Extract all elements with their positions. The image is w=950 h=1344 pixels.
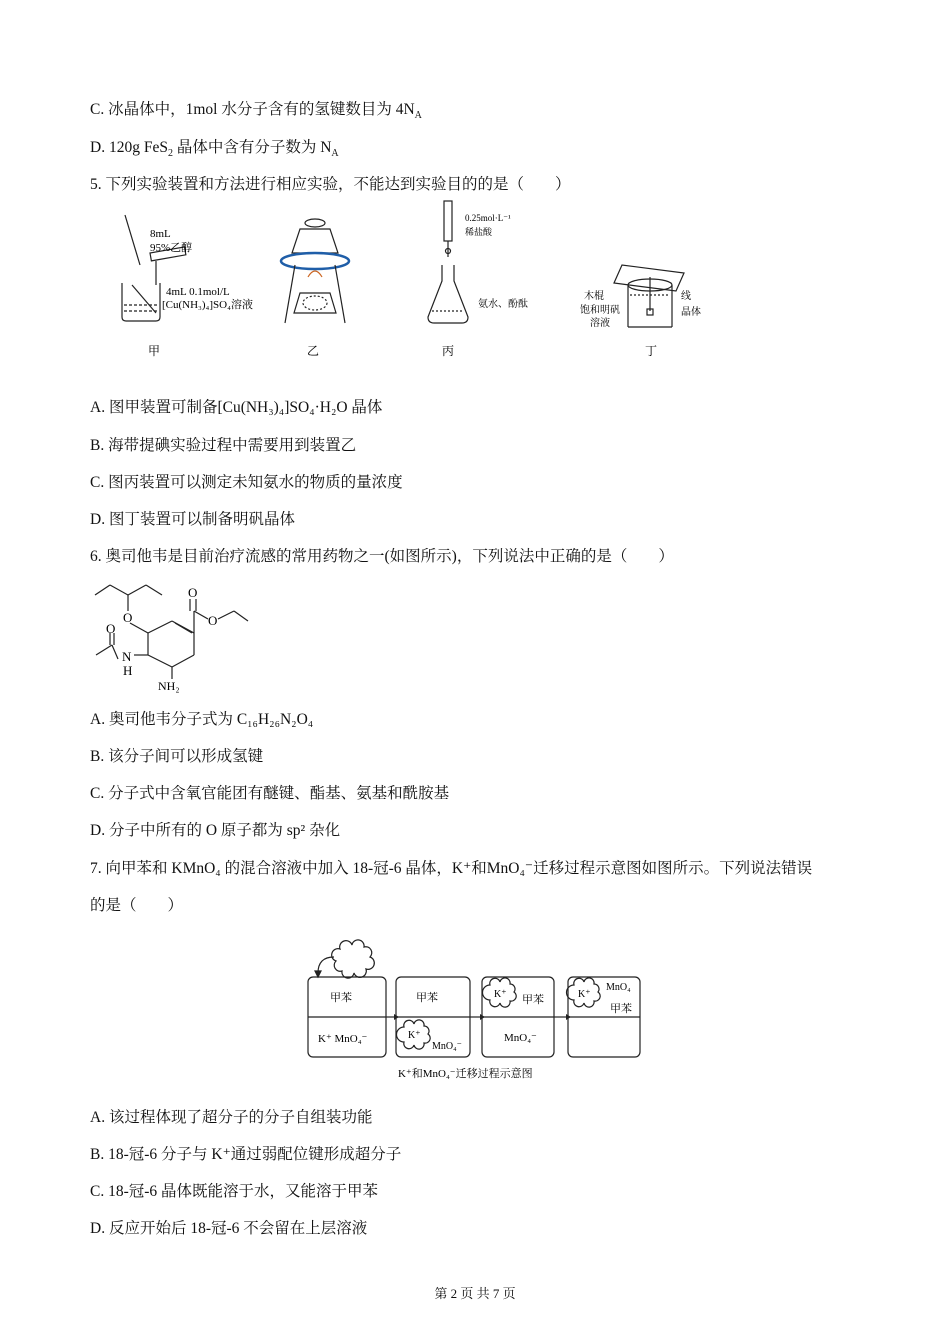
q7-stem-line2: 的是（ ） — [90, 897, 184, 914]
q5-option-d: D. 图丁装置可以制备明矾晶体 — [90, 511, 295, 528]
q5-apparatus-figure — [110, 195, 730, 365]
q4-option-d-sub: 2 — [167, 148, 173, 160]
apparatus-ding — [614, 265, 684, 327]
bing-label-indicator: 氨水、酚酞 — [478, 299, 528, 310]
mol-amide-hydrogen: H — [123, 663, 133, 678]
caption-ding: 丁 — [645, 344, 658, 358]
jia-label-volume: 8mL — [150, 228, 171, 240]
mol-amino-group: NH₂ — [158, 679, 180, 693]
box2-k: K⁺ — [408, 1030, 421, 1041]
box3-k: K⁺ — [494, 989, 507, 1000]
q7-option-b: B. 18-冠-6 分子与 K⁺通过弱配位键形成超分子 — [90, 1146, 402, 1163]
box3-mno4: MnO₄⁻ — [504, 1032, 537, 1044]
box3-toluene: 甲苯 — [522, 994, 544, 1006]
box1-ions: K⁺ MnO₄⁻ — [318, 1033, 368, 1045]
q6-option-c: C. 分子式中含氧官能团有醚键、酯基、氨基和酰胺基 — [90, 785, 450, 802]
ding-label-stick: 木棍 — [584, 291, 604, 302]
q7-option-d: D. 反应开始后 18-冠-6 不会留在上层溶液 — [90, 1220, 368, 1237]
q5-option-c: C. 图丙装置可以测定未知氨水的物质的量浓度 — [90, 474, 403, 491]
mol-amide-nitrogen: N — [122, 649, 132, 664]
box4-toluene: 甲苯 — [610, 1003, 632, 1015]
q4-option-c-text: C. 冰晶体中，1mol 水分子含有的氢键数目为 4N — [90, 101, 415, 118]
mol-amide-oxygen: O — [106, 621, 116, 636]
q7-migration-figure — [300, 935, 650, 1085]
jia-label-conc: 4mL 0.1mol/L — [166, 286, 230, 298]
q7-stem-line1: 7. 向甲苯和 KMnO₄ 的混合溶液中加入 18-冠-6 晶体，K⁺和MnO₄⁻迁移过程示意图如图所示。下列说法错误 — [90, 860, 813, 877]
q7-option-c: C. 18-冠-6 晶体既能溶于水，又能溶于甲苯 — [90, 1183, 379, 1200]
q4-option-d-pre: D. 120g FeS — [90, 139, 168, 156]
q4-option-d — [90, 138, 339, 164]
q6-option-b: B. 该分子间可以形成氢键 — [90, 748, 264, 765]
ding-label-crystal: 晶体 — [681, 307, 701, 318]
box4-k: K⁺ — [578, 989, 591, 1000]
bing-label-acid: 稀盐酸 — [465, 227, 493, 237]
apparatus-bing — [428, 201, 468, 323]
box1-toluene: 甲苯 — [330, 992, 352, 1004]
page-footer: 第 2 页 共 7 页 — [434, 1286, 516, 1301]
q4-option-d-sub2: A — [331, 148, 339, 160]
q6-option-d: D. 分子中所有的 O 原子都为 sp² 杂化 — [90, 822, 341, 839]
mol-ether-oxygen: O — [123, 610, 133, 625]
caption-jia: 甲 — [148, 344, 161, 358]
caption-yi: 乙 — [307, 344, 320, 358]
jia-label-solution: [Cu(NH₃)₄]SO₄溶液 — [162, 299, 253, 311]
q5-option-a: A. 图甲装置可制备[Cu(NH₃)₄]SO₄·H₂O 晶体 — [90, 399, 383, 416]
q7-figure-caption: K⁺和MnO₄⁻迁移过程示意图 — [398, 1068, 533, 1080]
ding-label-thread: 线 — [681, 291, 691, 302]
box2-mno4: MnO₄⁻ — [432, 1041, 462, 1052]
q7-option-a: A. 该过程体现了超分子的分子自组装功能 — [90, 1109, 373, 1126]
box4-mno4: MnO₄ — [606, 982, 631, 993]
oseltamivir-structure — [90, 575, 260, 695]
ding-label-solution: 溶液 — [590, 318, 610, 329]
q4-option-c — [90, 100, 422, 126]
q5-option-b: B. 海带提碘实验过程中需要用到装置乙 — [90, 437, 357, 454]
caption-bing: 丙 — [442, 344, 455, 358]
ding-label-alum: 饱和明矾 — [580, 305, 620, 316]
jia-label-ethanol: 95%乙醇 — [150, 242, 193, 254]
bing-label-conc: 0.25mol·L⁻¹ — [465, 213, 511, 223]
box2-toluene: 甲苯 — [416, 992, 438, 1004]
q5-stem: 5. 下列实验装置和方法进行相应实验，不能达到实验目的的是（ ） — [90, 176, 571, 193]
q4-option-c-sub: A — [414, 110, 422, 122]
q6-option-a: A. 奥司他韦分子式为 C₁₆H₂₆N₂O₄ — [90, 711, 314, 728]
mol-carbonyl-oxygen: O — [188, 585, 198, 600]
apparatus-yi — [281, 219, 349, 323]
mol-ester-oxygen: O — [208, 613, 218, 628]
q4-option-d-post: 晶体中含有分子数为 N — [172, 139, 332, 156]
q6-stem: 6. 奥司他韦是目前治疗流感的常用药物之一(如图所示)，下列说法中正确的是（ ） — [90, 548, 674, 565]
